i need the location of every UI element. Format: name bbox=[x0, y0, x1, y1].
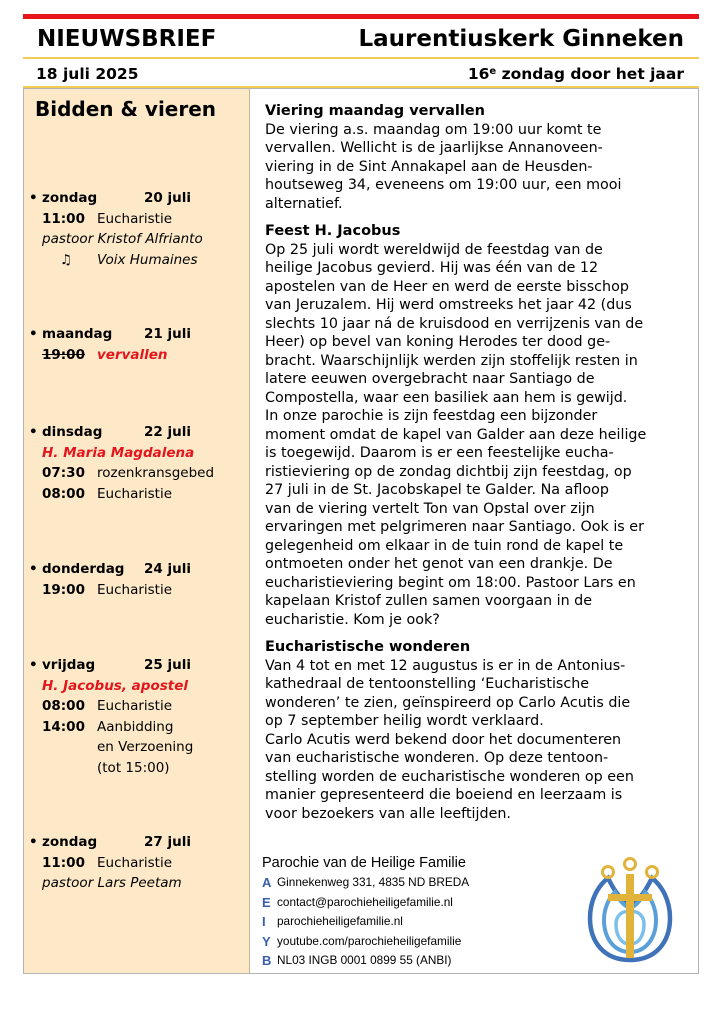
schedule-day bbox=[24, 324, 250, 365]
article-line: eucharistieviering begint om 18:00. Pastoor Lars en bbox=[265, 574, 636, 591]
article-line: viering in de Sint Annakapel aan de Heusden- bbox=[265, 158, 593, 175]
article-line: op 7 september heilig wordt verklaard. bbox=[265, 713, 544, 729]
schedule-day bbox=[24, 559, 250, 600]
music-note-icon: ♫ bbox=[60, 251, 73, 268]
contact-row-email bbox=[262, 893, 592, 913]
article-body bbox=[265, 121, 690, 214]
address-text: Ginnekenweg 331, 4835 ND BREDA bbox=[277, 875, 470, 889]
service-time: 11:00 bbox=[42, 210, 85, 227]
bank-account: NL03 INGB 0001 0899 55 (ANBI) bbox=[277, 953, 452, 967]
feast-name: H. Maria Magdalena bbox=[42, 444, 195, 461]
day-date: 22 juli bbox=[144, 424, 191, 440]
contact-letter: E bbox=[262, 894, 271, 910]
article-line: van de viering vertelt Ton van Opstal over zijn bbox=[265, 500, 595, 517]
sunday-superscript: e bbox=[489, 66, 497, 77]
day-date: 21 juli bbox=[144, 326, 191, 342]
article-line: ontmoeten onder het genot van een drankje. De bbox=[265, 556, 613, 572]
schedule-day bbox=[24, 832, 250, 894]
article-line: Heer) op bevel van koning Herodes ter dood ge- bbox=[265, 334, 611, 350]
article-line: moment omdat de kapel van Galder aan deze heilige bbox=[265, 426, 647, 443]
day-name: zondag bbox=[42, 190, 98, 206]
article-heading: Feest H. Jacobus bbox=[265, 223, 401, 239]
contact-letter: I bbox=[262, 914, 266, 929]
email-link[interactable]: contact@parochieheiligefamilie.nl bbox=[277, 894, 453, 909]
article-line: De viering a.s. maandag om 19:00 uur komt te bbox=[265, 121, 602, 138]
article-line: is toegewijd. Daarom is er een feestelijke eucha- bbox=[265, 445, 614, 461]
sidebar-title: Bidden & vieren bbox=[35, 97, 217, 121]
sunday-text: zondag door het jaar bbox=[496, 65, 684, 83]
day-date: 27 juli bbox=[144, 834, 191, 850]
article-line: Carlo Acutis werd bekend door het documenteren bbox=[265, 731, 622, 748]
service-time: 08:00 bbox=[42, 485, 85, 502]
contact-row-bank bbox=[262, 951, 592, 971]
day-name: maandag bbox=[42, 326, 113, 342]
article-line: heilige Jacobus gevierd. Hij was één van de 12 bbox=[265, 260, 599, 276]
article-line: stelling worden de eucharistische wonderen op een bbox=[265, 768, 634, 785]
day-name: dinsdag bbox=[42, 424, 103, 440]
article-line: alternatief. bbox=[265, 195, 343, 212]
service-text: en Verzoening bbox=[97, 739, 194, 755]
service-time: 08:00 bbox=[42, 698, 85, 714]
article-line: bracht. Waarschijnlijk werden zijn stoffelijk resten in bbox=[265, 352, 638, 369]
bullet: • bbox=[29, 657, 38, 673]
day-date: 24 juli bbox=[144, 561, 191, 577]
parish-contact-block bbox=[262, 853, 592, 971]
celebrant: pastoor Kristof Alfrianto bbox=[42, 231, 203, 247]
article-line: latere eeuwen overgebracht naar Santiago de bbox=[265, 371, 595, 387]
schedule-day bbox=[24, 422, 250, 504]
article-line: voor bezoekers van alle leeftijden. bbox=[265, 805, 511, 822]
service-text: rozenkransgebed bbox=[97, 465, 215, 481]
service-text: Eucharistie bbox=[97, 210, 173, 227]
day-date: 20 juli bbox=[144, 190, 191, 206]
article-line: vervallen. Wellicht is de jaarlijkse Annanoveen- bbox=[265, 140, 603, 156]
service-time: 11:00 bbox=[42, 854, 85, 871]
article-line: kapelaan Kristof zullen samen voorgaan in de bbox=[265, 593, 593, 609]
service-time: 19:00 bbox=[42, 581, 85, 598]
article-line: apostelen van de Heer en werd de eerste bisschop bbox=[265, 278, 629, 295]
website-link[interactable]: parochieheiligefamilie.nl bbox=[277, 914, 403, 928]
bullet: • bbox=[29, 424, 38, 440]
service-text: Eucharistie bbox=[97, 698, 173, 714]
bullet: • bbox=[29, 190, 38, 206]
article-body bbox=[265, 657, 690, 824]
schedule-day bbox=[24, 655, 250, 778]
bullet: • bbox=[29, 834, 38, 850]
schedule-day bbox=[24, 188, 250, 270]
bullet: • bbox=[29, 326, 38, 342]
article-line: ristieviering op de zondag dichtbij zijn feestdag, op bbox=[265, 463, 632, 480]
newsletter-title: NIEUWSBRIEF bbox=[37, 26, 217, 52]
article-body bbox=[265, 241, 690, 630]
contact-letter: A bbox=[262, 875, 272, 890]
celebrant: pastoor Lars Peetam bbox=[42, 875, 182, 891]
article-heading: Eucharistische wonderen bbox=[265, 639, 471, 655]
youtube-link[interactable]: youtube.com/parochieheiligefamilie bbox=[277, 933, 462, 948]
contact-letter: B bbox=[262, 953, 272, 968]
article-line: In onze parochie is zijn feestdag een bijzonder bbox=[265, 408, 598, 424]
service-text: Eucharistie bbox=[97, 581, 173, 598]
bullet: • bbox=[29, 561, 38, 577]
service-text: (tot 15:00) bbox=[97, 759, 170, 776]
article-line: Van 4 tot en met 12 augustus is er in de Antonius- bbox=[265, 657, 626, 674]
articles-column bbox=[265, 102, 690, 823]
contact-row-address bbox=[262, 873, 592, 893]
feast-name: H. Jacobus, apostel bbox=[42, 677, 188, 694]
service-text: Eucharistie bbox=[97, 485, 173, 502]
contact-letter: Y bbox=[262, 933, 271, 949]
article-line: wonderen’ te zien, geïnspireerd op Carlo Acutis die bbox=[265, 694, 631, 711]
top-red-bar bbox=[23, 14, 699, 19]
article-line: gelegenheid om elkaar in de tuin rond de kapel te bbox=[265, 537, 624, 554]
article-heading: Viering maandag vervallen bbox=[265, 103, 486, 119]
day-name: vrijdag bbox=[42, 657, 96, 673]
cancelled-label: vervallen bbox=[97, 346, 168, 363]
article-line: kathedraal de tentoonstelling ‘Eucharistische bbox=[265, 676, 590, 692]
service-text: Eucharistie bbox=[97, 854, 173, 871]
day-date: 25 juli bbox=[144, 657, 191, 673]
article-line: Op 25 juli wordt wereldwijd de feestdag van de bbox=[265, 241, 603, 258]
article-line: van eucharistische wonderen. Op deze tentoon- bbox=[265, 750, 609, 766]
liturgical-sunday bbox=[468, 63, 684, 88]
article-line: eucharistie. Kom je ook? bbox=[265, 611, 440, 628]
service-text: Aanbidding bbox=[97, 718, 174, 735]
service-time: 07:30 bbox=[42, 465, 85, 481]
day-name: donderdag bbox=[42, 561, 125, 577]
service-time: 14:00 bbox=[42, 718, 85, 735]
contact-row-website bbox=[262, 912, 592, 932]
article-line: manier gepresenteerd die boeiend en leerzaam is bbox=[265, 787, 623, 803]
article-line: van Jeruzalem. Hij werd omstreeks het jaar 42 (dus bbox=[265, 297, 632, 313]
contact-row-youtube bbox=[262, 932, 592, 952]
choir-name: Voix Humaines bbox=[97, 251, 198, 268]
article-line: 27 juli in de St. Jacobskapel te Galder. Na afloop bbox=[265, 482, 609, 498]
schedule-sidebar bbox=[24, 89, 250, 973]
cancelled-time: 19:00 bbox=[42, 346, 85, 363]
article-line: slechts 10 jaar ná de kruisdood en verrijzenis van de bbox=[265, 315, 644, 332]
article-line: Compostella, waar een basiliek aan hem is gewijd. bbox=[265, 389, 628, 406]
article-line: ervaringen met pelgrimeren naar Santiago. Ook is er bbox=[265, 519, 644, 535]
article-line: houtseweg 34, eveneens om 19:00 uur, een mooi bbox=[265, 177, 622, 193]
parish-name: Parochie van de Heilige Familie bbox=[262, 855, 466, 871]
sunday-number: 16 bbox=[467, 65, 490, 83]
day-name: zondag bbox=[42, 834, 98, 850]
parish-logo-icon bbox=[584, 856, 676, 964]
church-name: Laurentiuskerk Ginneken bbox=[358, 26, 684, 52]
issue-date: 18 juli 2025 bbox=[36, 65, 139, 83]
divider-line bbox=[23, 57, 699, 59]
